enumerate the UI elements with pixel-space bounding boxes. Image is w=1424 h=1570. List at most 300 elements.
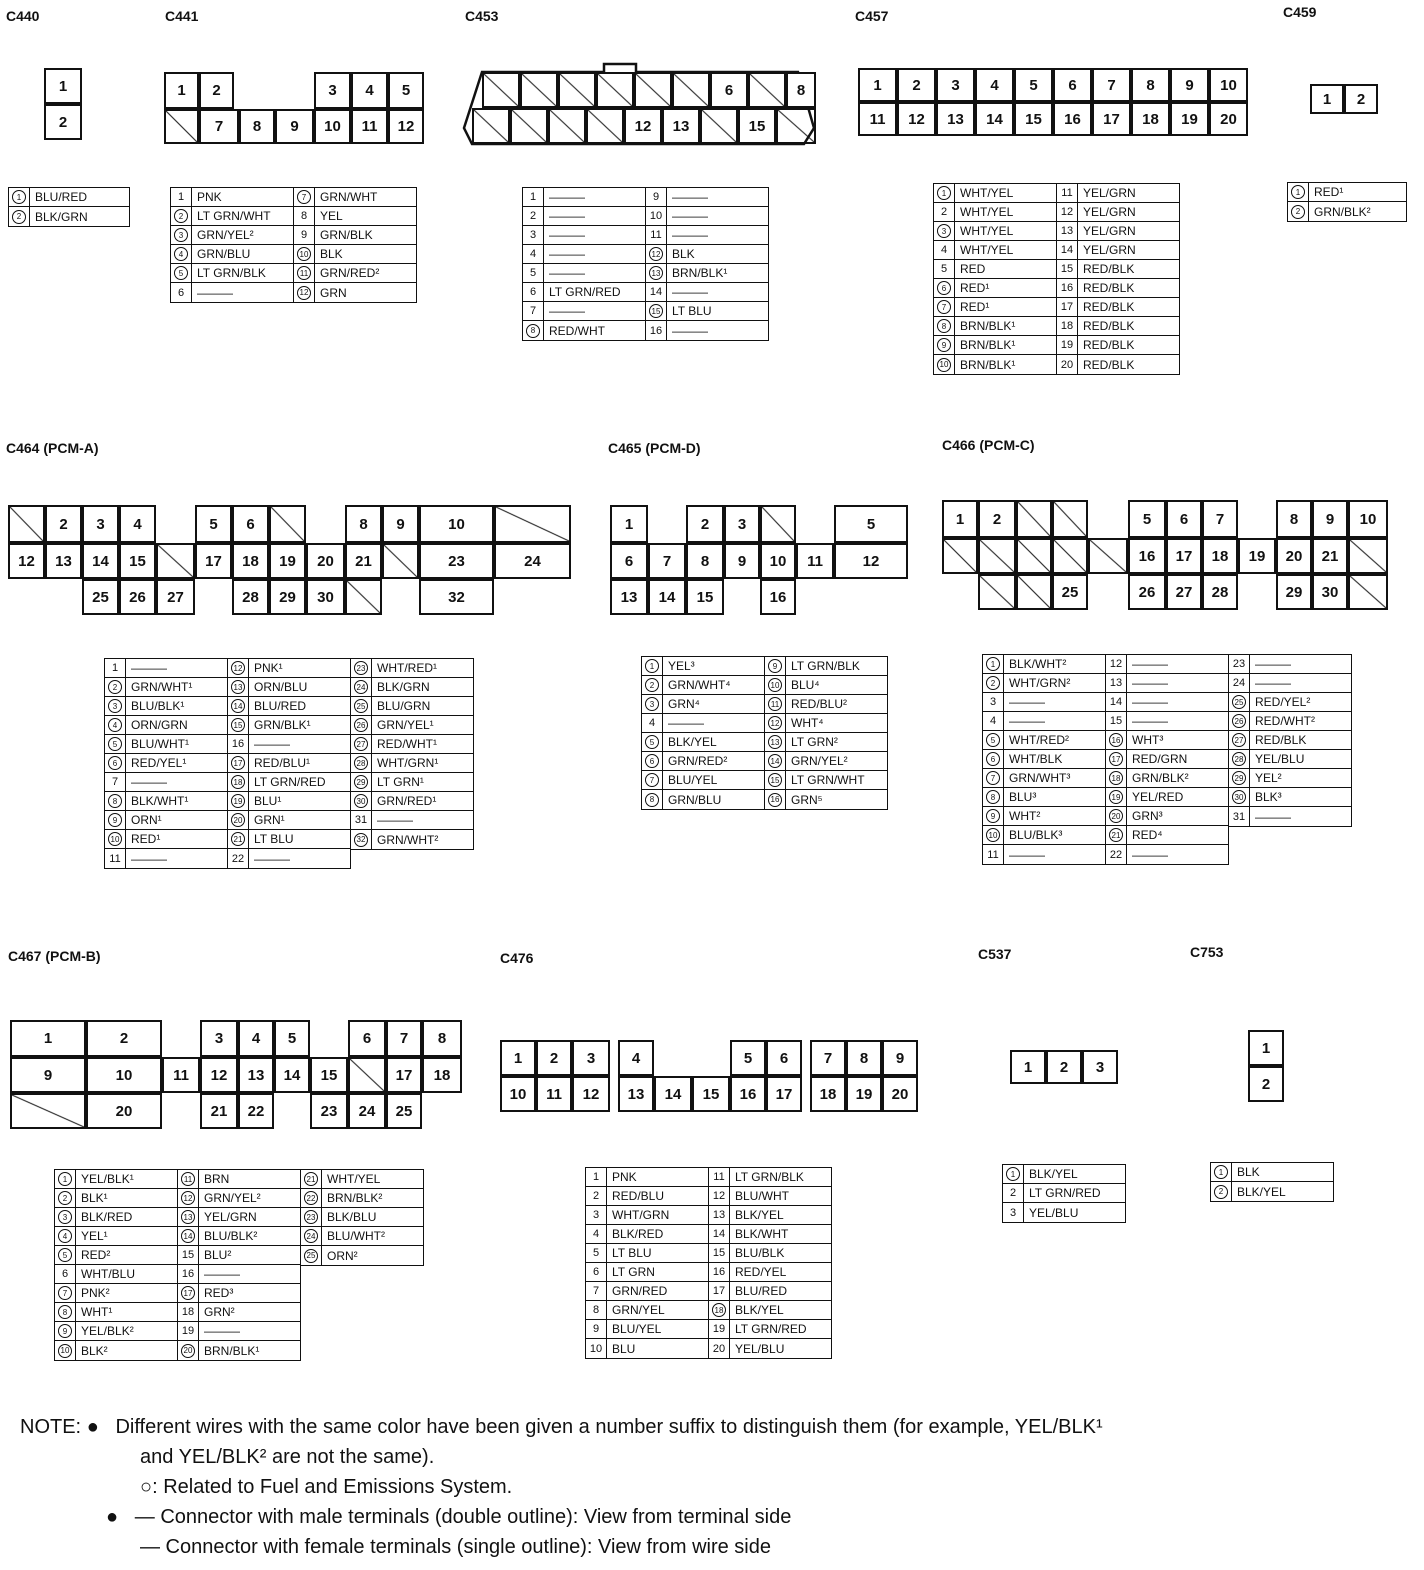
fuel-emissions-circle-icon: 6	[645, 754, 659, 768]
c464-pin-table	[104, 658, 474, 869]
table-row	[55, 1170, 177, 1189]
c466-terminal-8: 8	[1276, 500, 1312, 538]
c453-terminal-6: 6	[710, 72, 748, 108]
wire-color: BLU/RED	[735, 1284, 788, 1298]
fuel-emissions-circle-icon: 2	[1291, 205, 1305, 219]
pin-number	[178, 1227, 199, 1245]
table-row	[178, 1284, 300, 1303]
c459-terminal-2: 2	[1344, 84, 1378, 114]
table-row	[934, 298, 1056, 317]
pin-number	[983, 788, 1004, 806]
c440-pin-table	[8, 187, 130, 227]
table-row	[934, 203, 1056, 222]
pin-number: 12	[1057, 203, 1078, 221]
c476-terminal-8: 8	[846, 1040, 882, 1076]
fuel-emissions-circle-icon: 17	[181, 1286, 195, 1300]
pin-number	[934, 317, 955, 335]
c467-terminal-23: 23	[310, 1093, 348, 1129]
wire-color: ———	[672, 228, 708, 242]
wire-color: YEL/GRN	[204, 1210, 257, 1224]
pin-number: 15	[709, 1244, 730, 1262]
c457-pin-column	[933, 183, 1057, 375]
c466-terminal-28: 28	[1202, 574, 1238, 610]
pin-number	[55, 1227, 76, 1245]
c464-terminal-14: 14	[82, 543, 119, 579]
fuel-emissions-circle-icon: 21	[304, 1172, 318, 1186]
c753-terminal-1: 1	[1248, 1030, 1284, 1066]
table-row	[1229, 693, 1351, 712]
fuel-emissions-circle-icon: 17	[231, 756, 245, 770]
wire-color: ———	[672, 190, 708, 204]
wire-color: ———	[549, 190, 585, 204]
table-row	[642, 676, 764, 695]
pin-number	[171, 207, 192, 225]
wire-color: BLK/YEL	[1029, 1167, 1078, 1181]
pin-number	[55, 1303, 76, 1321]
pin-number	[105, 811, 126, 829]
table-row	[228, 811, 350, 830]
fuel-emissions-circle-icon: 2	[58, 1191, 72, 1205]
table-row	[171, 283, 293, 302]
c467-terminal-6: 6	[348, 1020, 386, 1057]
c467-pin-column	[178, 1169, 301, 1361]
wire-color: WHT/GRN	[612, 1208, 670, 1222]
wire-color: GRN/WHT³	[1009, 771, 1071, 785]
wire-color: ———	[254, 737, 290, 751]
fuel-emissions-circle-icon: 12	[768, 716, 782, 730]
wire-color: BLK	[672, 247, 695, 261]
pin-number: 2	[586, 1187, 607, 1205]
table-row	[1057, 184, 1179, 203]
pin-number	[934, 336, 955, 354]
wire-color: ———	[1132, 714, 1168, 728]
c457-label: C457	[855, 8, 889, 24]
fuel-emissions-circle-icon: 2	[645, 678, 659, 692]
c476-terminal-11: 11	[536, 1076, 572, 1112]
c476-terminal-19: 19	[846, 1076, 882, 1112]
pin-number	[765, 657, 786, 675]
c466-terminal-30: 30	[1312, 574, 1348, 610]
wire-color: GRN/RED	[612, 1284, 668, 1298]
table-row	[105, 830, 227, 849]
c457-terminal-12: 12	[897, 102, 936, 136]
pin-number: 8	[294, 207, 315, 225]
wire-color: LT GRN/BLK	[791, 659, 860, 673]
table-row	[983, 826, 1105, 845]
wire-color: WHT/YEL	[327, 1172, 381, 1186]
pin-number	[642, 695, 663, 713]
wire-color: BRN	[204, 1172, 230, 1186]
c466-terminal-10: 10	[1348, 500, 1388, 538]
table-row	[1229, 712, 1351, 731]
c453-unused-cavity	[700, 108, 738, 144]
c465-terminal-9: 9	[724, 543, 760, 579]
pin-number	[55, 1322, 76, 1340]
table-row	[1057, 222, 1179, 241]
pin-number	[55, 1284, 76, 1302]
table-row	[178, 1341, 300, 1360]
wire-color: BLU	[612, 1341, 636, 1356]
fuel-emissions-circle-icon: 7	[937, 300, 951, 314]
pin-number: 7	[105, 773, 126, 791]
wire-color: BLK¹	[81, 1191, 108, 1205]
wire-color: RED/BLU	[612, 1189, 665, 1203]
c464-pin-column	[104, 658, 228, 869]
table-row	[105, 773, 227, 792]
table-row	[1106, 807, 1228, 826]
table-row	[709, 1301, 831, 1320]
fuel-emissions-circle-icon: 19	[231, 794, 245, 808]
c453-unused-cavity	[472, 108, 510, 144]
wire-color: YEL/GRN	[1083, 186, 1136, 200]
wire-color: BLU/WHT¹	[131, 737, 189, 751]
pin-number	[351, 773, 372, 791]
pin-number: 12	[1106, 655, 1127, 673]
pin-number: 31	[351, 811, 372, 829]
table-row	[765, 714, 887, 733]
fuel-emissions-circle-icon: 10	[768, 678, 782, 692]
table-row	[55, 1284, 177, 1303]
pin-number	[642, 771, 663, 789]
table-row	[301, 1246, 423, 1265]
table-row	[1211, 1163, 1333, 1182]
pin-number	[765, 714, 786, 732]
pin-number: 2	[1003, 1184, 1024, 1202]
c465-terminal-14: 14	[648, 579, 686, 615]
pin-number	[983, 769, 1004, 787]
table-row	[171, 207, 293, 226]
c537-terminal-1: 1	[1010, 1050, 1046, 1084]
wire-color: ORN²	[327, 1248, 358, 1263]
c441-pin-column	[170, 187, 294, 303]
c466-terminal-27: 27	[1166, 574, 1202, 610]
table-row	[642, 714, 764, 733]
c464-terminal-18: 18	[232, 543, 269, 579]
wire-color: ———	[204, 1267, 240, 1281]
wire-color: ———	[1132, 676, 1168, 690]
wire-color: BLK/WHT²	[1009, 657, 1067, 671]
table-row	[765, 771, 887, 790]
table-row	[55, 1265, 177, 1284]
c466-terminal-29: 29	[1276, 574, 1312, 610]
fuel-emissions-circle-icon: 18	[1109, 771, 1123, 785]
pin-number: 14	[1106, 693, 1127, 711]
table-row	[171, 245, 293, 264]
wire-color: GRN/BLK²	[1132, 771, 1189, 785]
c453-pin-column	[646, 187, 769, 341]
c457-terminal-9: 9	[1170, 68, 1209, 102]
c453-unused-cavity	[482, 72, 520, 108]
wire-color: GRN/YEL	[612, 1303, 665, 1317]
pin-number: 16	[646, 321, 667, 340]
c466-terminal-9: 9	[1312, 500, 1348, 538]
table-row	[178, 1208, 300, 1227]
fuel-emissions-circle-icon: 1	[1291, 185, 1305, 199]
table-row	[1106, 731, 1228, 750]
wire-color: YEL/GRN	[1083, 224, 1136, 238]
c466-unused-cavity	[1016, 500, 1052, 538]
pin-number: 22	[228, 849, 249, 868]
c464-terminal-24: 24	[494, 543, 571, 579]
table-row	[55, 1208, 177, 1227]
wire-color: RED/BLK	[1083, 300, 1135, 314]
wire-color: RED/BLU¹	[254, 756, 311, 770]
pin-number	[351, 735, 372, 753]
fuel-emissions-circle-icon: 26	[1232, 714, 1246, 728]
table-row	[55, 1341, 177, 1360]
c464-terminal-26: 26	[119, 579, 156, 615]
wire-color: RED/YEL²	[1255, 695, 1311, 709]
table-row	[1229, 769, 1351, 788]
wire-color: BLK/YEL	[668, 735, 717, 749]
c467-terminal-18: 18	[422, 1057, 462, 1093]
wire-color: YEL/GRN	[1083, 243, 1136, 257]
pin-number: 6	[586, 1263, 607, 1281]
c753-terminal-2: 2	[1248, 1066, 1284, 1102]
c537-pin-column	[1002, 1164, 1126, 1223]
wire-color: BRN/BLK¹	[960, 357, 1016, 372]
c441-terminal-1: 1	[164, 72, 199, 109]
c467-terminal-5: 5	[274, 1020, 310, 1057]
fuel-emissions-circle-icon: 17	[1109, 752, 1123, 766]
table-row	[983, 769, 1105, 788]
c476-terminal-9: 9	[882, 1040, 918, 1076]
c464-unused-cavity	[494, 505, 571, 543]
wire-color: YEL²	[1255, 771, 1282, 785]
pin-number	[228, 830, 249, 848]
table-row	[523, 188, 645, 207]
c464-terminal-2: 2	[45, 505, 82, 543]
c476-terminal-3: 3	[572, 1040, 610, 1076]
c441-terminal-11: 11	[351, 109, 388, 144]
table-row	[934, 241, 1056, 260]
pin-number	[765, 771, 786, 789]
pin-number	[1106, 750, 1127, 768]
table-row	[523, 226, 645, 245]
c467-terminal-12: 12	[200, 1057, 238, 1093]
c476-terminal-2: 2	[536, 1040, 572, 1076]
fuel-emissions-circle-icon: 16	[768, 793, 782, 807]
table-row	[1106, 750, 1228, 769]
c466-terminal-5: 5	[1128, 500, 1166, 538]
pin-number	[105, 716, 126, 734]
wire-color: GRN⁴	[668, 697, 700, 711]
pin-number	[351, 716, 372, 734]
pin-number: 16	[709, 1263, 730, 1281]
wire-color: BLU/YEL	[668, 773, 718, 787]
wire-color: RED¹	[131, 832, 161, 846]
c453-unused-cavity	[510, 108, 548, 144]
pin-number	[983, 826, 1004, 844]
wire-color: LT GRN/WHT	[197, 209, 271, 223]
pin-number	[351, 792, 372, 810]
c465-terminal-5: 5	[834, 505, 908, 543]
pin-number	[646, 245, 667, 263]
table-row	[934, 279, 1056, 298]
pin-number: 5	[586, 1244, 607, 1262]
table-row	[765, 790, 887, 809]
wire-color: RED/BLK	[1083, 262, 1135, 276]
table-row	[586, 1187, 708, 1206]
c459-terminal-1: 1	[1310, 84, 1344, 114]
c464-unused-cavity	[382, 543, 419, 579]
table-row	[228, 735, 350, 754]
pin-number	[934, 279, 955, 297]
table-row	[642, 657, 764, 676]
wire-color: ———	[549, 304, 585, 318]
wire-color: BLK	[320, 247, 343, 261]
fuel-emissions-circle-icon: 12	[297, 286, 311, 300]
pin-number	[1211, 1182, 1232, 1201]
pin-number	[1229, 769, 1250, 787]
wire-color: RED/BLK	[1255, 733, 1307, 747]
table-row	[105, 735, 227, 754]
pin-number	[171, 226, 192, 244]
wire-color: GRN/WHT	[320, 190, 378, 204]
fuel-emissions-circle-icon: 18	[231, 775, 245, 789]
wire-color: ORN¹	[131, 813, 162, 827]
c465-terminal-6: 6	[610, 543, 648, 579]
wire-color: GRN⁵	[791, 792, 823, 807]
c457-terminal-15: 15	[1014, 102, 1053, 136]
table-row	[1229, 731, 1351, 750]
wire-color: WHT¹	[81, 1305, 113, 1319]
pin-number: 1	[523, 188, 544, 206]
c457-terminal-3: 3	[936, 68, 975, 102]
table-row	[301, 1208, 423, 1227]
wire-color: LT GRN/RED	[254, 775, 326, 789]
fuel-emissions-circle-icon: 6	[937, 281, 951, 295]
pin-number: 16	[228, 735, 249, 753]
wire-color: ———	[1132, 847, 1168, 862]
wire-color: BLU/YEL	[612, 1322, 662, 1336]
table-row	[351, 792, 473, 811]
pin-number	[642, 676, 663, 694]
note-prefix: NOTE:	[20, 1416, 82, 1438]
c466-unused-cavity	[978, 574, 1016, 610]
pin-number: 1	[105, 659, 126, 677]
pin-number: 31	[1229, 807, 1250, 826]
wire-color: GRN/BLU	[668, 792, 722, 807]
c467-pin-column	[301, 1169, 424, 1266]
fuel-emissions-circle-icon: 29	[1232, 771, 1246, 785]
wire-color: RED⁴	[1132, 828, 1163, 842]
wire-color: BLK³	[1255, 790, 1282, 804]
fuel-emissions-circle-icon: 23	[304, 1210, 318, 1224]
pin-number: 14	[709, 1225, 730, 1243]
wire-color: ———	[549, 228, 585, 242]
wire-color: PNK¹	[254, 661, 283, 675]
pin-number	[1288, 202, 1309, 221]
pin-number	[171, 264, 192, 282]
c467-pin-table	[54, 1169, 424, 1361]
c457-terminal-11: 11	[858, 102, 897, 136]
c464-terminal-25: 25	[82, 579, 119, 615]
pin-number	[642, 790, 663, 809]
pin-number	[105, 830, 126, 848]
c466-unused-cavity	[1016, 538, 1052, 574]
fuel-emissions-circle-icon: 7	[58, 1286, 72, 1300]
table-row	[1057, 260, 1179, 279]
fuel-emissions-circle-icon: 23	[354, 661, 368, 675]
pin-number: 5	[934, 260, 955, 278]
table-row	[642, 771, 764, 790]
pin-number	[301, 1246, 322, 1265]
wire-color: RED/WHT¹	[377, 737, 437, 751]
wire-color: YEL/BLU	[735, 1341, 785, 1356]
fuel-emissions-circle-icon: 25	[354, 699, 368, 713]
fuel-emissions-circle-icon: 11	[181, 1172, 195, 1186]
c457-terminal-14: 14	[975, 102, 1014, 136]
wire-color: RED/BLK	[1083, 357, 1135, 372]
pin-number: 1	[586, 1168, 607, 1186]
pin-number: 9	[586, 1320, 607, 1338]
pin-number	[178, 1341, 199, 1360]
wire-color: RED/BLK	[1083, 338, 1135, 352]
table-row	[765, 695, 887, 714]
wire-color: BLU³	[1009, 790, 1037, 804]
pin-number	[228, 716, 249, 734]
c441-terminal-5: 5	[388, 72, 424, 109]
table-row	[765, 676, 887, 695]
c465-terminal-8: 8	[686, 543, 724, 579]
c467-terminal-20: 20	[86, 1093, 162, 1129]
fuel-emissions-circle-icon: 13	[768, 735, 782, 749]
table-row	[294, 207, 416, 226]
c464-terminal-3: 3	[82, 505, 119, 543]
fuel-emissions-circle-icon: 2	[12, 210, 26, 224]
c453-pin-table	[522, 187, 769, 341]
c457-terminal-10: 10	[1209, 68, 1248, 102]
pin-number	[351, 830, 372, 849]
c441-terminal-12: 12	[388, 109, 424, 144]
fuel-emissions-circle-icon: 24	[304, 1229, 318, 1243]
c441-unused-cavity	[164, 109, 199, 144]
c453-terminal-13: 13	[662, 108, 700, 144]
table-row	[105, 697, 227, 716]
fuel-emissions-circle-icon: 12	[231, 661, 245, 675]
table-row	[709, 1225, 831, 1244]
table-row	[55, 1189, 177, 1208]
wire-color: GRN/RED¹	[377, 794, 437, 808]
c464-terminal-19: 19	[269, 543, 306, 579]
table-row	[1057, 298, 1179, 317]
fuel-emissions-circle-icon: 5	[645, 735, 659, 749]
wire-color: ———	[1132, 657, 1168, 671]
table-row	[1229, 788, 1351, 807]
fuel-emissions-circle-icon: 10	[297, 247, 311, 261]
c441-label: C441	[165, 8, 199, 24]
pin-number	[294, 188, 315, 206]
fuel-emissions-circle-icon: 4	[174, 247, 188, 261]
fuel-emissions-circle-icon: 27	[1232, 733, 1246, 747]
wire-color: BLK	[1237, 1165, 1260, 1179]
pin-number	[228, 792, 249, 810]
table-row	[523, 302, 645, 321]
table-row	[983, 655, 1105, 674]
fuel-emissions-circle-icon: 15	[231, 718, 245, 732]
wire-color: GRN¹	[254, 813, 285, 827]
pin-number: 9	[646, 188, 667, 206]
c453-unused-cavity	[558, 72, 596, 108]
table-row	[1106, 655, 1228, 674]
c441-terminal-8: 8	[239, 109, 275, 144]
pin-number: 7	[523, 302, 544, 320]
wire-color: RED²	[81, 1248, 111, 1262]
table-row	[228, 678, 350, 697]
c457-terminal-20: 20	[1209, 102, 1248, 136]
fuel-emissions-circle-icon: 28	[354, 756, 368, 770]
